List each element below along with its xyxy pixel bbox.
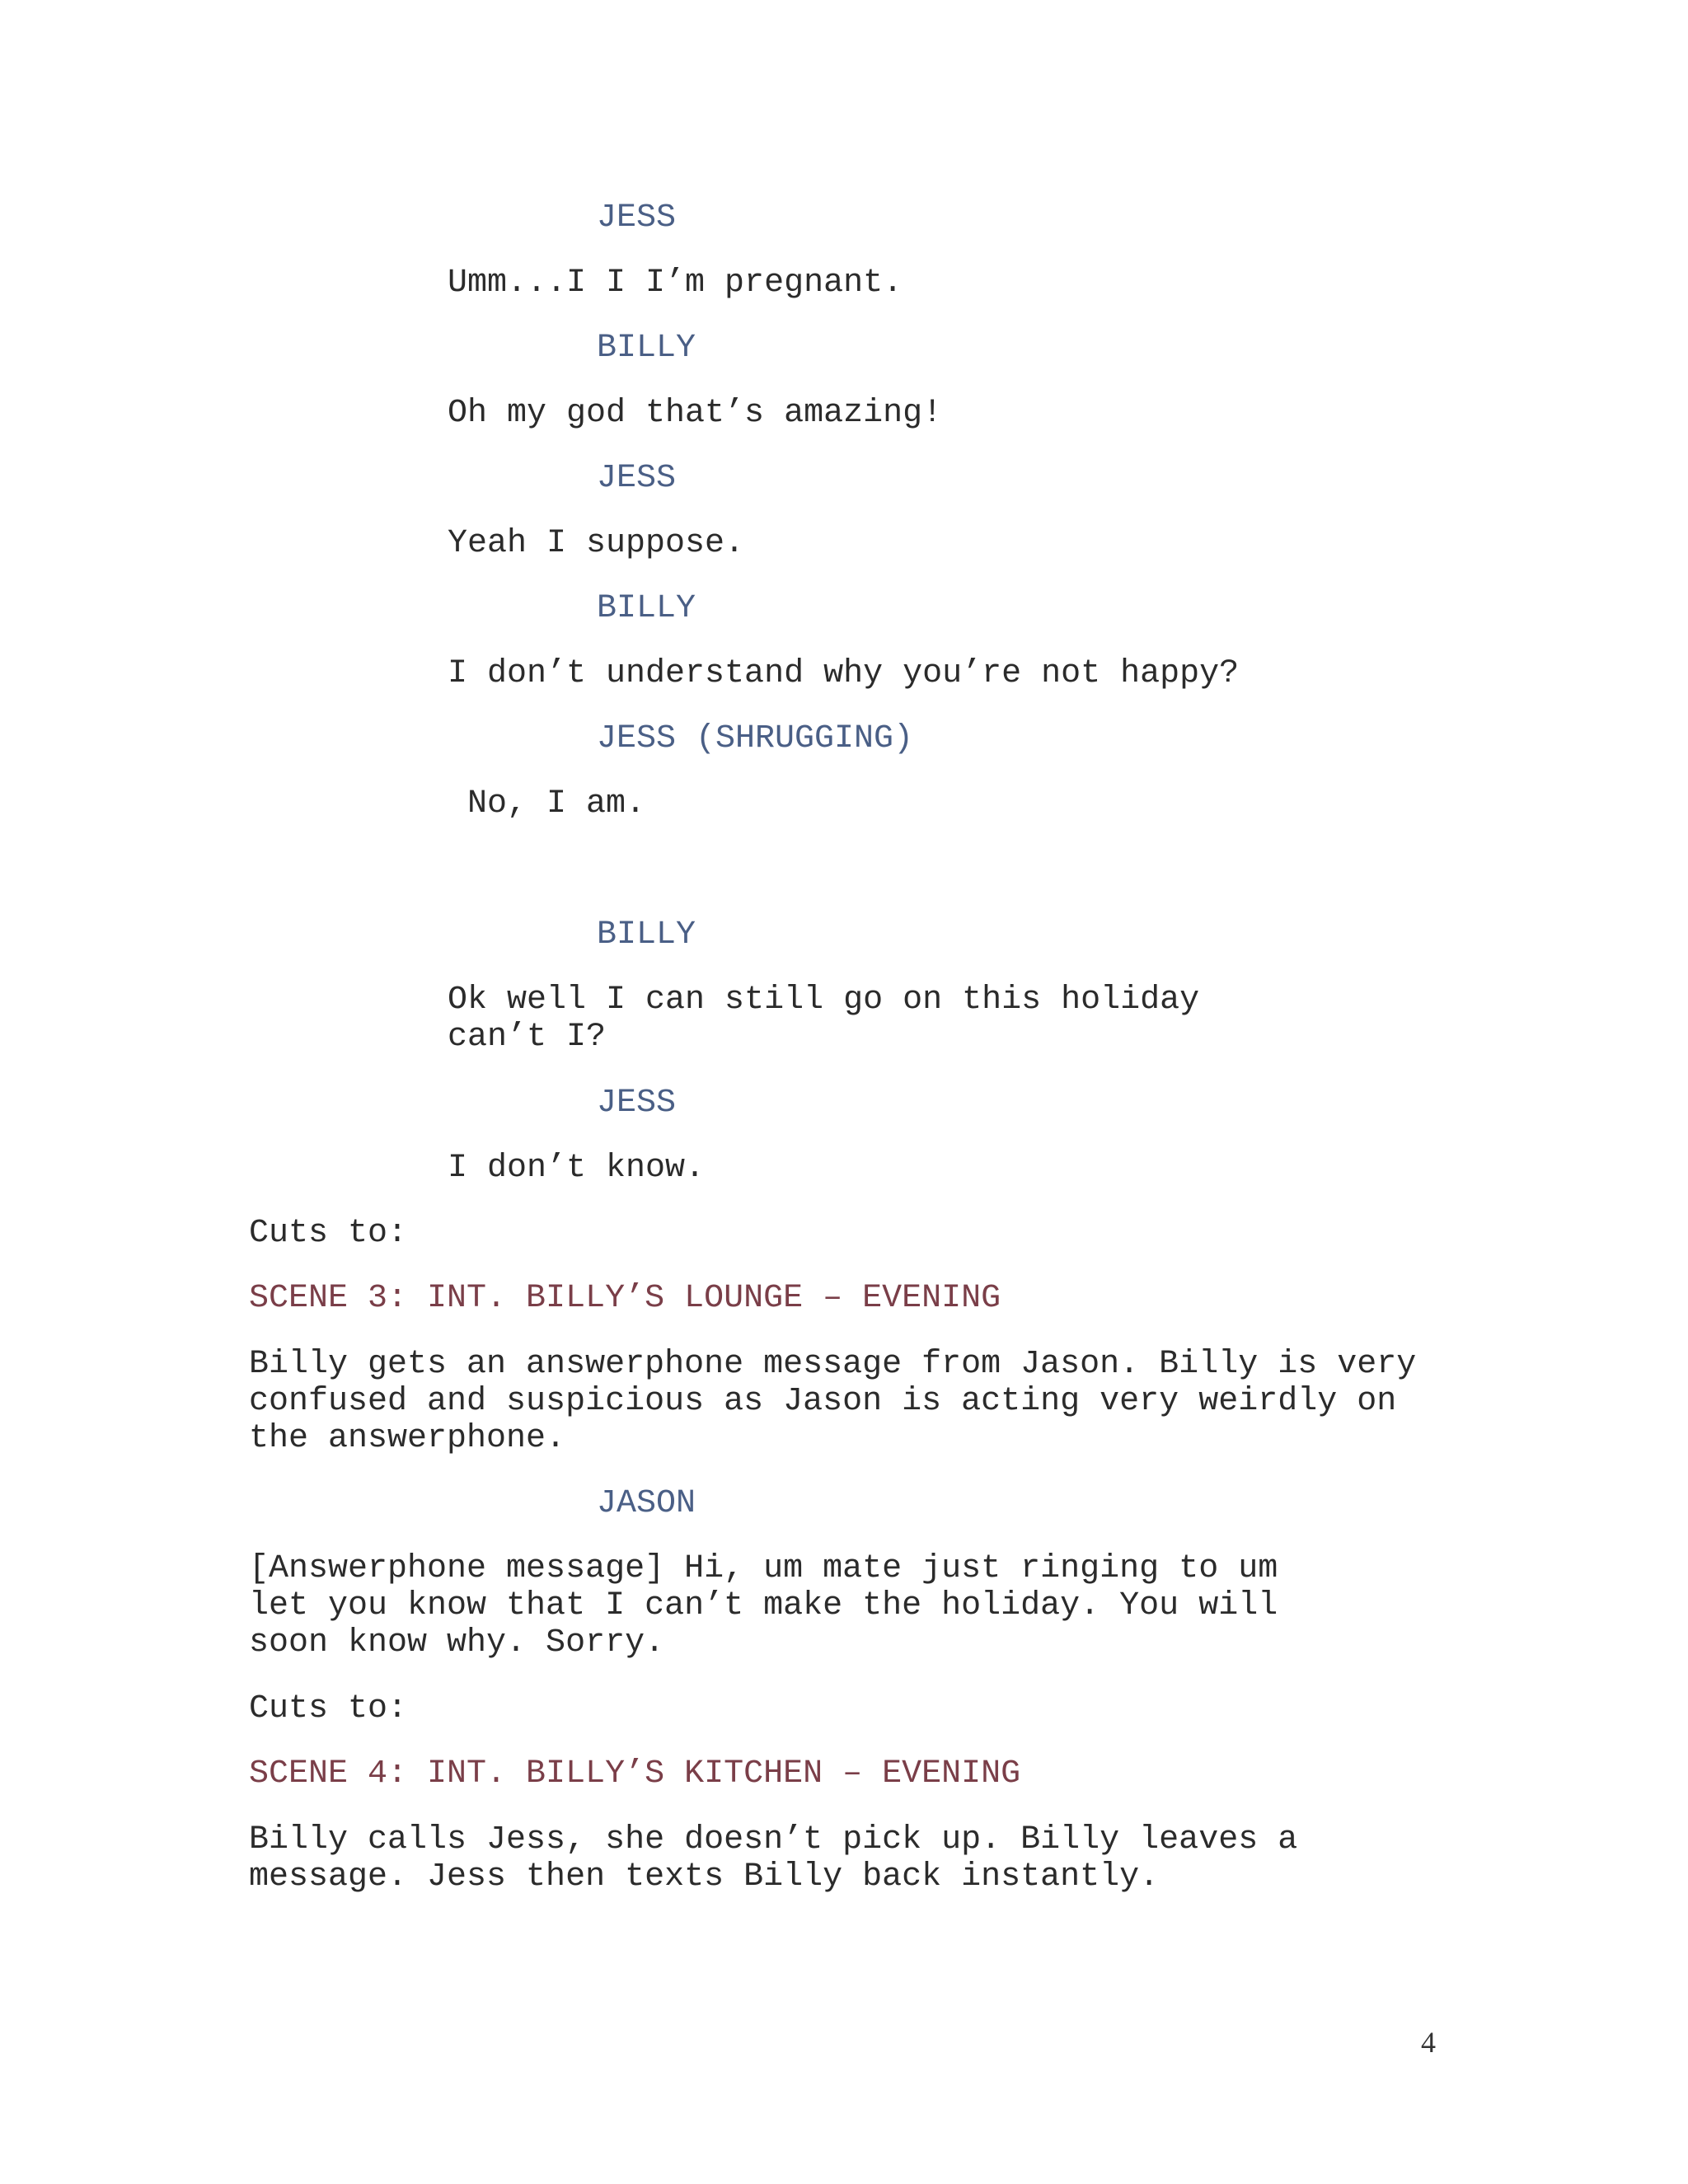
dialogue-line: let you know that I can’t make the holiday. You will <box>249 1587 1278 1624</box>
dialogue-line: Umm...I I I’m pregnant. <box>448 265 903 302</box>
dialogue-line: Ok well I can still go on this holiday <box>448 982 1200 1019</box>
action-line: message. Jess then texts Billy back instantly. <box>249 1858 1160 1896</box>
character-name: BILLY <box>597 330 696 367</box>
page-number: 4 <box>1421 2026 1436 2059</box>
character-name: JESS <box>597 199 677 237</box>
action-line: Billy calls Jess, she doesn’t pick up. Billy leaves a <box>249 1821 1298 1858</box>
action-line: the answerphone. <box>249 1420 566 1457</box>
scene-heading: SCENE 3: INT. BILLY’S LOUNGE – EVENING <box>249 1280 1001 1317</box>
dialogue-line: No, I am. <box>448 785 646 823</box>
character-name: JESS <box>597 1085 677 1122</box>
character-name: JESS (SHRUGGING) <box>597 720 914 757</box>
dialogue-line: Yeah I suppose. <box>448 525 745 562</box>
dialogue-line: soon know why. Sorry. <box>249 1624 665 1661</box>
character-name: BILLY <box>597 916 696 954</box>
action-line: confused and suspicious as Jason is acting very weirdly on <box>249 1383 1397 1420</box>
dialogue-line: Oh my god that’s amazing! <box>448 395 943 432</box>
transition: Cuts to: <box>249 1690 408 1727</box>
dialogue-line: I don’t know. <box>448 1150 706 1187</box>
dialogue-line: [Answerphone message] Hi, um mate just ringing to um <box>249 1550 1278 1587</box>
character-name: JESS <box>597 460 677 497</box>
transition: Cuts to: <box>249 1215 408 1252</box>
character-name: BILLY <box>597 590 696 627</box>
action-line: Billy gets an answerphone message from Jason. Billy is very <box>249 1346 1417 1383</box>
character-name: JASON <box>597 1485 696 1522</box>
scene-heading: SCENE 4: INT. BILLY’S KITCHEN – EVENING <box>249 1755 1021 1793</box>
dialogue-line: I don’t understand why you’re not happy? <box>448 655 1240 692</box>
dialogue-line: can’t I? <box>448 1019 607 1056</box>
